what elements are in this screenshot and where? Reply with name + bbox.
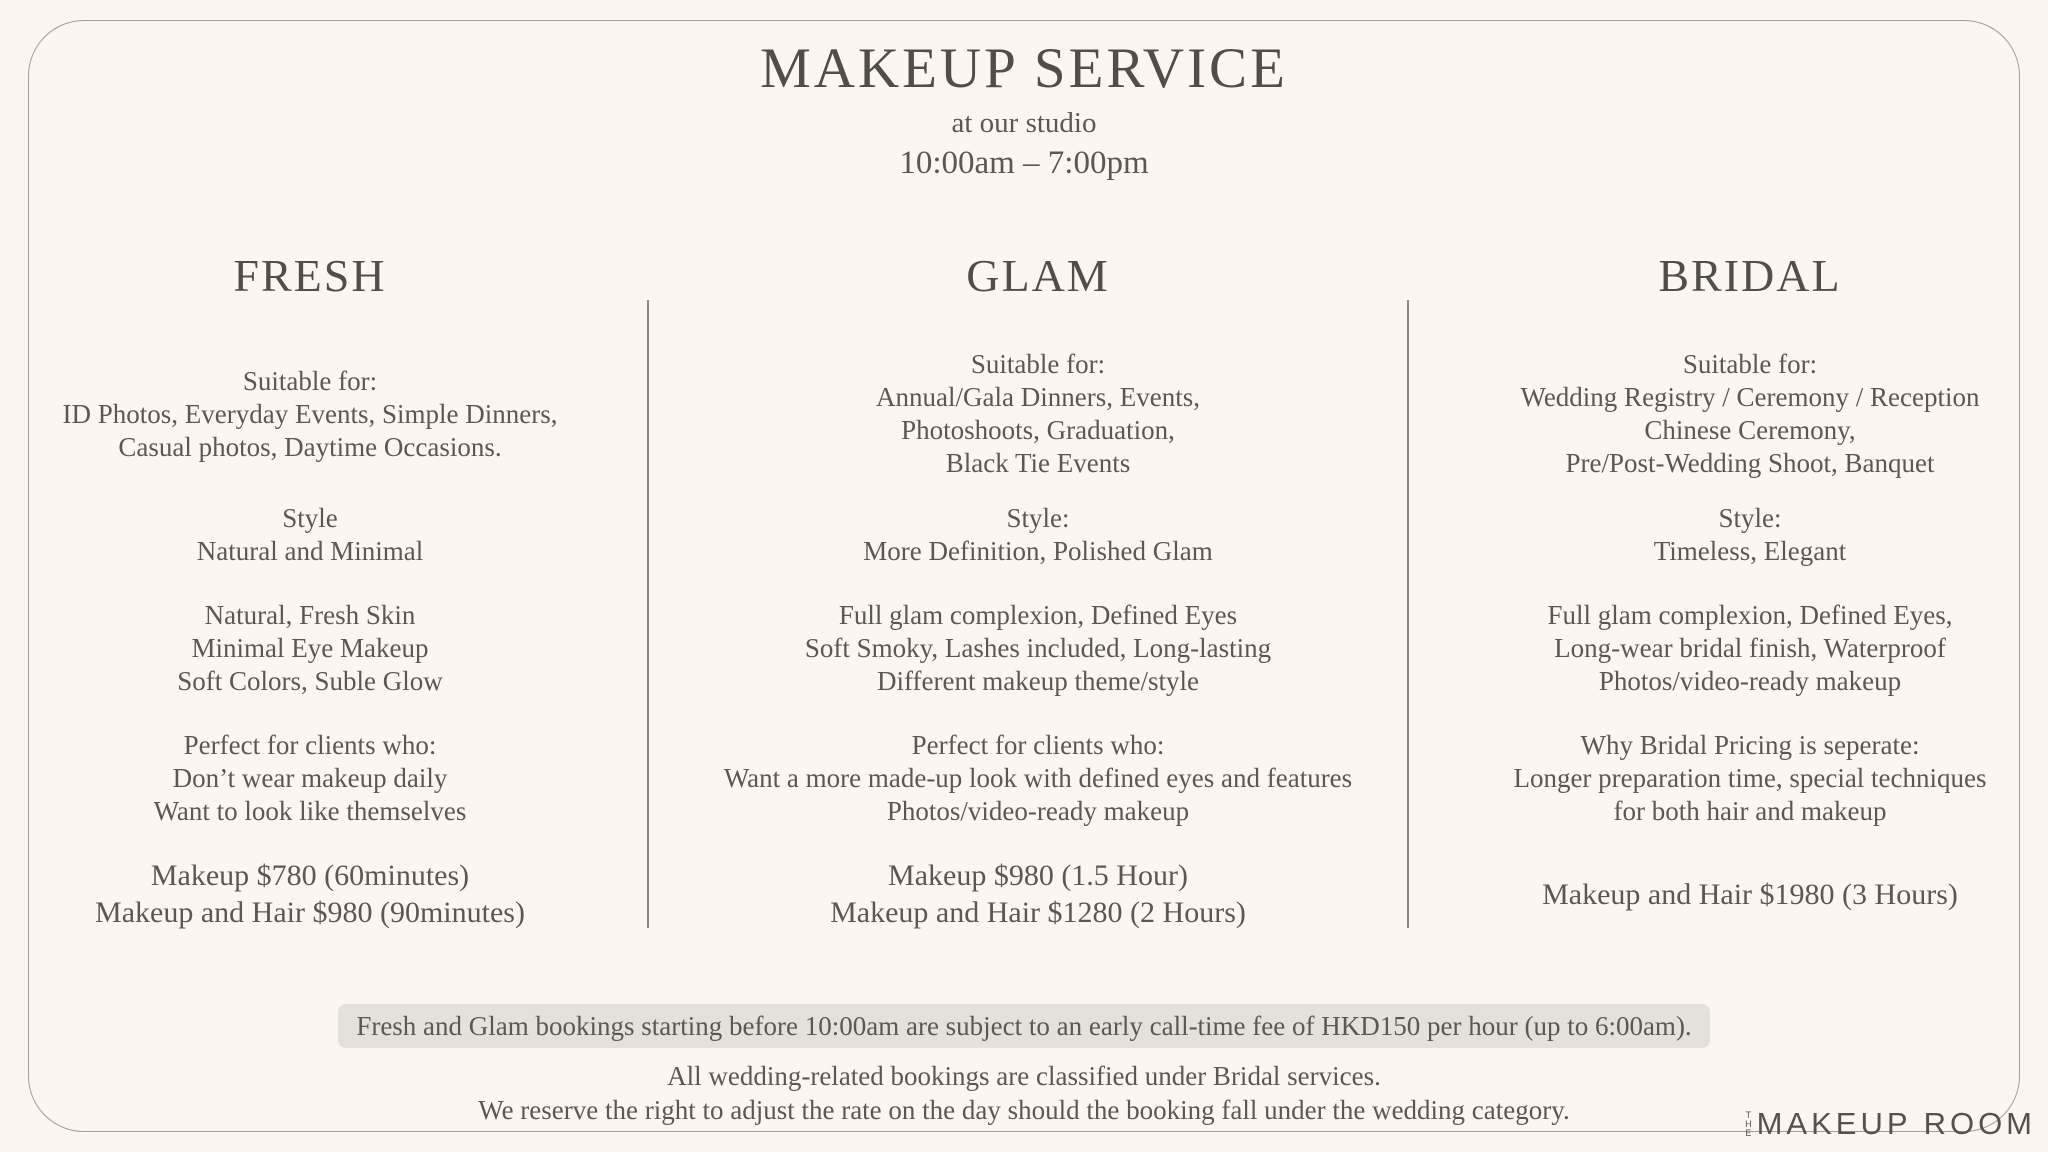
text-line: Full glam complexion, Defined Eyes,: [1547, 600, 1953, 630]
text-line: Suitable for:: [242, 365, 378, 396]
service-column: [1408, 248, 2020, 934]
text-line: Long-wear bridal finish, Waterproof: [1554, 633, 1946, 663]
service-title: GLAM: [966, 250, 1110, 301]
text-line: for both hair and makeup: [1613, 796, 1887, 826]
page-title: MAKEUP SERVICE: [760, 37, 1288, 100]
text-line: Don’t wear makeup daily: [172, 763, 448, 793]
text-line: Wedding Registry / Ceremony / Reception: [1520, 382, 1980, 412]
service-details: [668, 348, 1408, 934]
price-line: Makeup $980 (1.5 Hour): [888, 859, 1188, 892]
text-line: Photoshoots, Graduation,: [901, 415, 1175, 445]
text-block: [1480, 502, 2020, 568]
service-column: [28, 248, 648, 934]
text-line: Style:: [1718, 503, 1782, 533]
text-line: Full glam complexion, Defined Eyes: [838, 600, 1238, 630]
price-block: [668, 854, 1408, 934]
text-line: Casual photos, Daytime Occasions.: [118, 431, 502, 462]
service-column: [648, 248, 1408, 934]
brand-logo: [1745, 1106, 2036, 1142]
text-block: [1480, 348, 2020, 480]
text-line: Want to look like themselves: [153, 796, 467, 826]
footer-note-line: We reserve the right to adjust the rate on the day should the booking fall under the wedding category.: [478, 1095, 1570, 1125]
brand-letter: E: [1745, 1127, 1753, 1138]
text-line: Annual/Gala Dinners, Events,: [876, 382, 1200, 412]
footer: [0, 1004, 2048, 1127]
service-title: BRIDAL: [1658, 250, 1842, 301]
footer-note-line: All wedding-related bookings are classified under Bridal services.: [667, 1061, 1381, 1091]
text-line: Soft Smoky, Lashes included, Long-lasting: [804, 633, 1272, 663]
text-line: Different makeup theme/style: [877, 666, 1199, 696]
text-block: [28, 502, 592, 568]
service-title: FRESH: [233, 250, 387, 301]
text-block: [1480, 592, 2020, 705]
text-line: Style:: [1006, 503, 1070, 533]
brand-logo-the: [1745, 1111, 1753, 1138]
text-block: [668, 502, 1408, 568]
text-line: Longer preparation time, special techniques: [1513, 763, 1987, 793]
text-block: [28, 729, 592, 828]
service-details: [1480, 348, 2020, 934]
text-line: Perfect for clients who:: [183, 730, 437, 760]
text-line: Style: [282, 503, 338, 533]
early-call-time-note: Fresh and Glam bookings starting before 10:00am are subject to an early call-time fee of HKD150 per hour (up to 6:00am).: [338, 1004, 1709, 1048]
text-line: Black Tie Events: [945, 448, 1131, 478]
text-block: [28, 348, 592, 480]
brand-letter: T: [1745, 1109, 1753, 1120]
text-line: Photos/video-ready makeup: [1598, 666, 1902, 696]
text-line: Perfect for clients who:: [911, 730, 1165, 760]
text-line: More Definition, Polished Glam: [863, 536, 1213, 566]
header: [0, 38, 2048, 182]
price-line: Makeup and Hair $1280 (2 Hours): [830, 896, 1246, 929]
text-block: [28, 592, 592, 705]
price-block: [28, 854, 592, 934]
text-block: [668, 348, 1408, 480]
price-line: Makeup $780 (60minutes): [150, 859, 470, 892]
price-line: Makeup and Hair $980 (90minutes): [95, 896, 525, 929]
text-line: Suitable for:: [970, 349, 1106, 379]
text-line: Natural, Fresh Skin: [204, 600, 416, 630]
text-block: [1480, 729, 2020, 828]
text-line: Photos/video-ready makeup: [886, 796, 1190, 826]
text-line: Minimal Eye Makeup: [191, 633, 429, 663]
service-columns: [28, 248, 2020, 934]
text-line: Suitable for:: [1682, 349, 1818, 379]
service-details: [28, 348, 592, 934]
text-block: [668, 729, 1408, 828]
text-block: [668, 592, 1408, 705]
brand-logo-name: MAKEUP ROOM: [1756, 1106, 2036, 1141]
text-line: Want a more made-up look with defined eyes and features: [723, 763, 1353, 793]
text-line: ID Photos, Everyday Events, Simple Dinners,: [62, 398, 558, 429]
column-divider: [647, 300, 649, 928]
header-subtitle: at our studio: [951, 107, 1097, 139]
text-line: Chinese Ceremony,: [1644, 415, 1856, 445]
brand-letter: H: [1745, 1118, 1753, 1129]
text-line: Pre/Post-Wedding Shoot, Banquet: [1565, 448, 1935, 478]
opening-hours: 10:00am – 7:00pm: [899, 145, 1149, 181]
price-block: [1480, 854, 2020, 934]
price-line: Makeup and Hair $1980 (3 Hours): [1542, 877, 1958, 911]
text-line: Timeless, Elegant: [1653, 536, 1847, 566]
column-divider: [1407, 300, 1409, 928]
text-line: Why Bridal Pricing is seperate:: [1580, 730, 1920, 760]
text-line: Natural and Minimal: [196, 536, 424, 566]
text-line: Soft Colors, Suble Glow: [177, 666, 443, 696]
